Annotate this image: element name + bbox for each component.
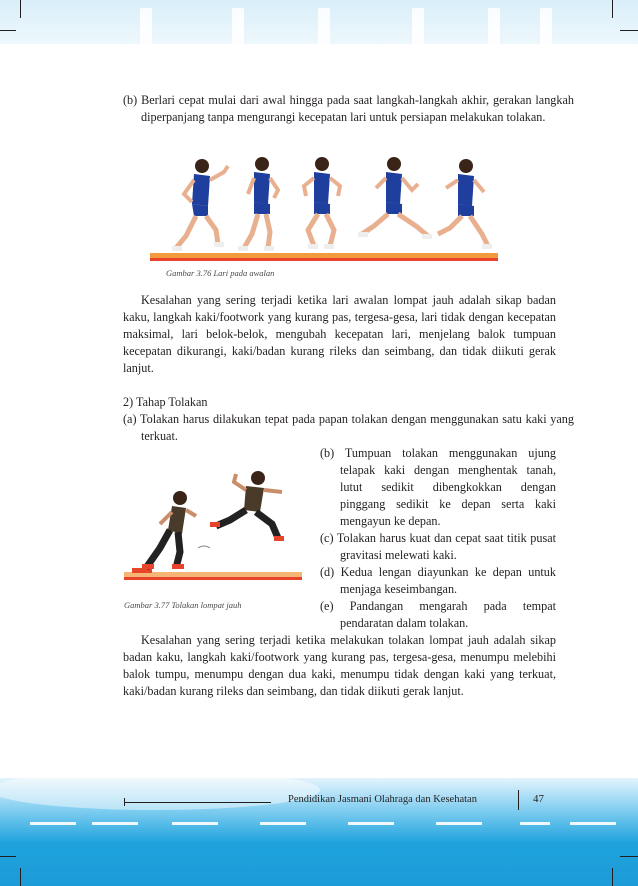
crop-mark	[620, 30, 638, 31]
runner-pose-1	[172, 159, 228, 251]
page-number: 47	[533, 793, 544, 805]
footer-dash	[92, 822, 138, 825]
running-sequence-figure	[150, 150, 502, 268]
footer-dash	[172, 822, 218, 825]
crop-mark	[612, 868, 613, 886]
takeoff-tip-e: (e) Pandangan mengarah pada tempat pendaratan dalam tolakan.	[320, 599, 556, 630]
runner-pose-5	[438, 159, 492, 249]
jumper-pose-2	[210, 471, 284, 541]
run-up-errors-paragraph: Kesalahan yang sering terjadi ketika lari awalan lompat jauh adalah sikap badan kaku, langkah kaki/footwork yang kurang pas, tergesa-gesa, lari tidak dengan kecepatan maksimal, lari belok-belok, mengubah kecepatan lari, menjelang balok tumpuan kecepatan dikurangi, kaki/badan kurang rileks dan seimbang, dan tidak diikuti gerak lanjut.	[123, 293, 556, 375]
footer-rule	[125, 802, 271, 803]
figure-3-77-caption: Gambar 3.77 Tolakan lompat jauh	[124, 600, 242, 610]
header-stripe	[488, 8, 500, 44]
crop-mark	[620, 856, 638, 857]
runner-pose-2	[238, 157, 278, 251]
jumper-pose-1	[142, 491, 196, 569]
takeoff-figure	[124, 464, 304, 588]
crop-mark	[20, 868, 21, 886]
header-stripe	[412, 8, 424, 44]
footer-dash	[348, 822, 394, 825]
crop-mark	[0, 856, 16, 857]
footer-divider	[518, 790, 519, 810]
footer-dash	[520, 822, 550, 825]
paragraph-b: (b) Berlari cepat mulai dari awal hingga pada saat langkah-langkah akhir, gerakan langkah diperpanjang tanpa mengurangi kecepatan lari untuk persiapan melakukan tolakan.	[123, 93, 574, 124]
footer-dash	[260, 822, 306, 825]
runner-pose-4	[358, 157, 432, 239]
crop-mark	[0, 30, 16, 31]
header-stripe	[318, 8, 330, 44]
takeoff-tip-b: (b) Tumpuan tolakan menggunakan ujung telapak kaki dengan menghentak tanah, lutut sedikit dibengkokkan dengan pinggang sedikit ke depan serta kaki mengayun ke depan.	[320, 446, 556, 528]
takeoff-tip-d: (d) Kedua lengan diayunkan ke depan untuk menjaga keseimbangan.	[320, 565, 556, 596]
footer-dash	[30, 822, 76, 825]
paragraph-a: (a) Tolakan harus dilakukan tepat pada papan tolakan dengan menggunakan satu kaki yang terkuat.	[123, 412, 574, 443]
footer-highlight	[0, 770, 320, 810]
footer-book-title: Pendidikan Jasmani Olahraga dan Kesehatan	[288, 794, 477, 805]
header-stripe	[540, 8, 552, 44]
takeoff-tip-c: (c) Tolakan harus kuat dan cepat saat titik pusat gravitasi melewati kaki.	[320, 531, 556, 562]
runner-pose-3	[304, 157, 340, 249]
takeoff-errors-paragraph: Kesalahan yang sering terjadi ketika melakukan tolakan lompat jauh adalah sikap badan kaku, langkah kaki/footwork yang kurang pas, tergesa-gesa, menumpu melebihi balok tumpu, menumpu dengan dua kaki, menumpu tidak dengan kaki yang terkuat, kaki/badan kurang rileks dan seimbang, dan tidak diikuti gerak lanjut.	[123, 633, 556, 698]
crop-mark	[612, 0, 613, 18]
crop-mark	[20, 0, 21, 18]
footer-dash	[570, 822, 616, 825]
figure-3-76-caption: Gambar 3.76 Lari pada awalan	[166, 268, 275, 278]
section-heading: 2) Tahap Tolakan	[123, 395, 208, 409]
header-stripe	[232, 8, 244, 44]
takeoff-tips-list	[320, 445, 556, 632]
header-stripe	[140, 8, 152, 44]
footer-dash	[436, 822, 482, 825]
